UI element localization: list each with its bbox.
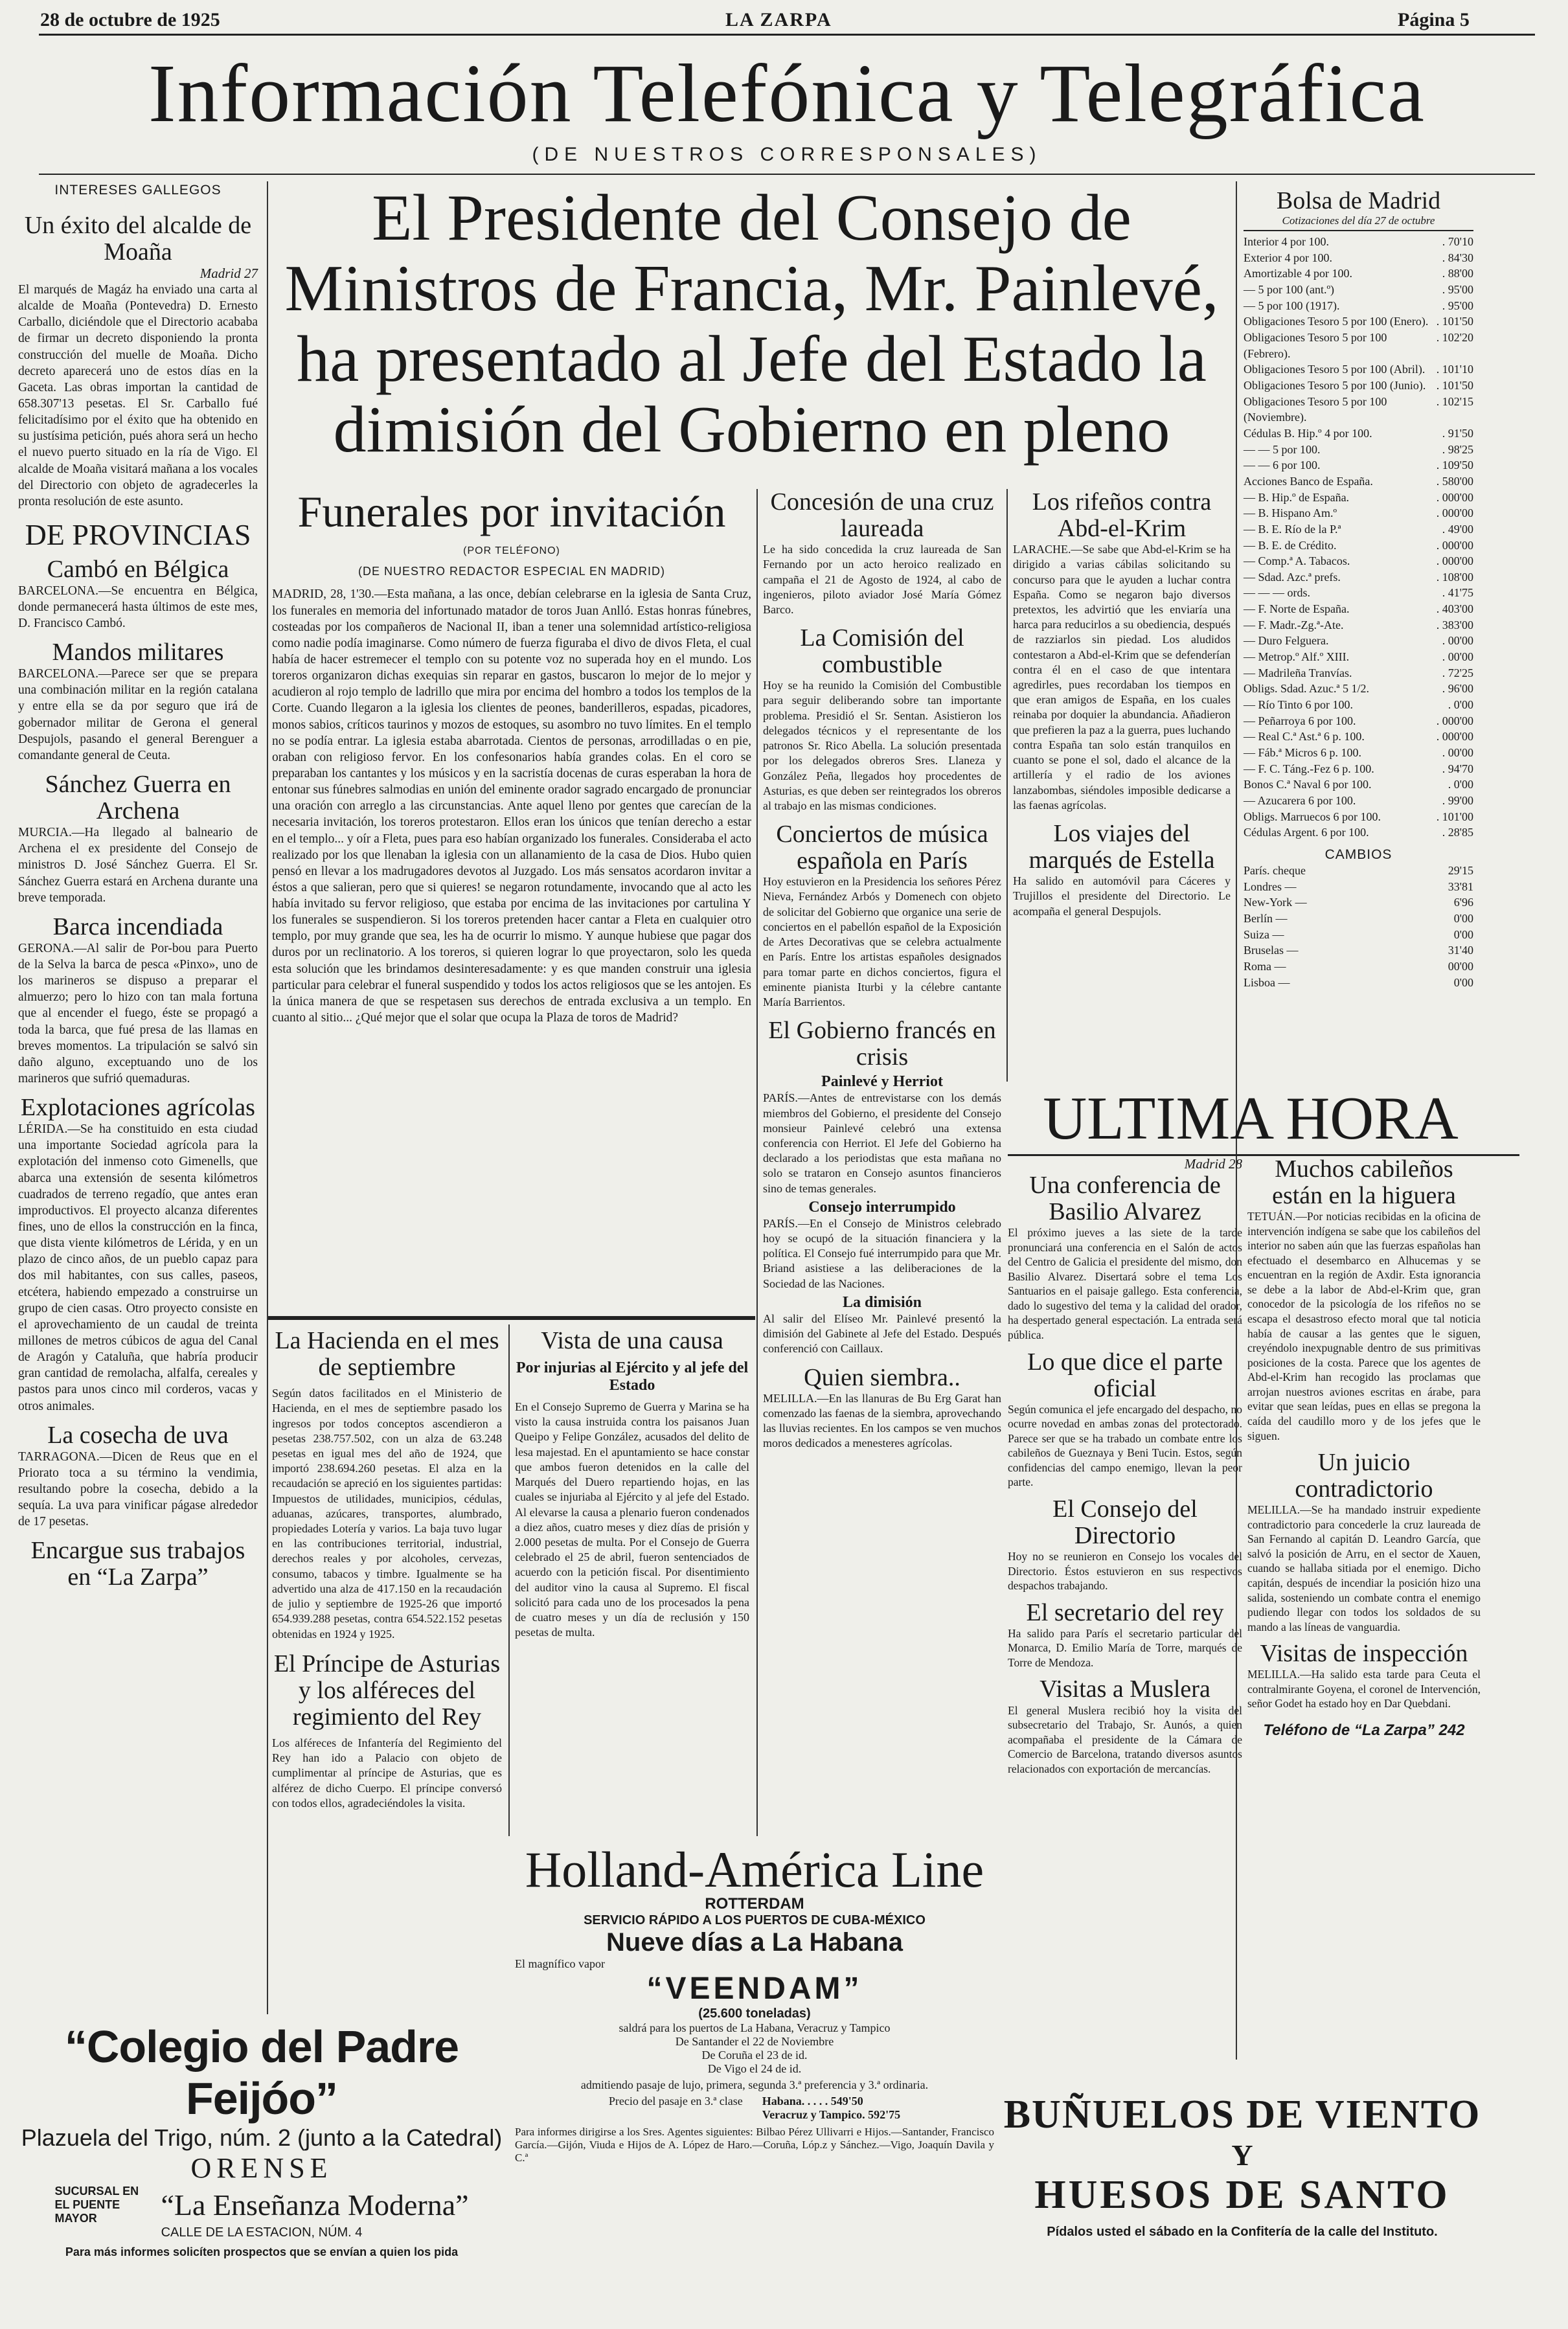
bolsa-row	[1244, 633, 1473, 649]
article-title: Cambó en Bélgica	[47, 555, 229, 583]
row-label: — B. Hispano Am.º	[1244, 506, 1337, 520]
row-value: . 403'00	[1436, 602, 1473, 616]
row-value: . 98'25	[1442, 442, 1473, 456]
row-label: Amortizable 4 por 100.	[1244, 267, 1352, 280]
ad-vapor-label: El magnífico vapor	[515, 1957, 605, 1970]
article-body: BARCELONA.—Parece ser que se prepara una combinación militar en la región catalana y entre ella se da por seguro que irá de gobernador militar de Gerona el general Despujols, pasando el general Berenguer a comandante general de Ceuta.	[18, 667, 258, 762]
column-divider	[267, 181, 268, 2014]
row-value: . 95'00	[1442, 299, 1473, 312]
ad-route: saldrá para los puertos de La Habana, Veracruz y Tampico	[619, 2021, 891, 2034]
row-label: Londres —	[1244, 880, 1297, 893]
bolsa-row	[1244, 745, 1473, 761]
article-title: La Comisión del combustible	[800, 624, 964, 679]
row-label: París. cheque	[1244, 863, 1306, 877]
article-subtitle: Painlevé y Herriot	[821, 1073, 943, 1091]
column-divider	[1006, 489, 1008, 1082]
row-label: Berlín —	[1244, 911, 1288, 925]
row-value: 0'00	[1453, 911, 1473, 925]
masthead-title: Información Telefónica y Telegráfica	[148, 47, 1426, 139]
bolsa-row	[1244, 282, 1473, 298]
bolsa-row	[1244, 649, 1473, 665]
row-value: . 96'00	[1442, 682, 1473, 696]
article-body: LARACHE.—Se sabe que Abd-el-Krim se ha dirigido a varias cábilas solicitando su concurso para que le ayuden a luchar contra España. Como se negaron bajo diversos pretextos, les advirtió que les enviaría una harca para reducirlos a su obediencia, después de razziarlos sin piedad. Los aludidos contestaron a Abd-el-Krim que se defenderían contra él en el caso de que intentara agredirles, pues recordaban los tiempos en que eran amigos de España, en los cuales reinaba por doquier la abundancia. Añadieron que prefieren la paz a la guerra, pues luchando contra España tan solo están tranquilos en cuanto se pone el sol, dado el alcance de la artillería y el radio de los aviones lanzabombas, siéndoles imposible dedicarse a las faenas agrícolas.	[1013, 543, 1231, 812]
row-label: — Madrileña Tranvías.	[1244, 666, 1352, 679]
bolsa-row	[1244, 553, 1473, 569]
ad-title: “Colegio del Padre Feijóo”	[64, 2021, 459, 2124]
section-title: DE PROVINCIAS	[25, 518, 251, 552]
cambios-rows	[1244, 863, 1473, 990]
bolsa-row	[1244, 457, 1473, 473]
issue-date: 28 de octubre de 1925	[40, 9, 220, 30]
row-value: . 0'00	[1448, 778, 1473, 791]
article-body: El próximo jueves a las siete de la tarde pronunciará una conferencia en el Salón de actos del Centro de Galicia el presidente del mismo, don Basilio Alvarez. Disertará sobre el tema Los Santuarios en el paisaje gallego. Esta conferencia, dado lo sugestivo del tema y la calidad del orador, ha despertado general espectación. La entrada será pública.	[1008, 1226, 1242, 1341]
row-label: Obligaciones Tesoro 5 por 100 (Junio).	[1244, 378, 1426, 392]
row-label: Interior 4 por 100.	[1244, 235, 1329, 249]
ad-line: Y	[1231, 2139, 1253, 2172]
row-label: Bruselas —	[1244, 944, 1299, 957]
bolsa-row	[1244, 234, 1473, 250]
article-body: MADRID, 28, 1'30.—Esta mañana, a las once, debían celebrarse en la iglesia de Santa Cruz, los funerales en memoria del infortunado matador de toros Juan Anlló. Estas honras fúnebres, costeadas por los compañeros de Nacional II, iban a tener una solemnidad artístico-religiosa como nadie podía imaginarse. Como número de fuerza figuraba el divo de divos Fleta, el cual había de hacer estremecer el templo con su potente voz no superada hoy en el mundo. Los toreros organizaron dichas exequias sin reparar en gastos, buscaron lo mejor de lo mejor y acudieron al rojo templo de ladrillo que mira por encima del hombro a todos los templos de la Corte. Cuando llegaron a la iglesia los clientes de peones, banderilleros, espadas, picadores, monos sabios, críticos taurinos y mozos de estoques, su asombro no tuvo límites. En el templo no se podía entrar. La iglesia estaba abarrotada. Cientos de personas, arrodilladas o en pie, oraban con religioso fervor. En los confesonarios había grandes colas. En el coro se preparaban los cantantes y los músicos y en la sacristía docenas de curas esperaban la hora de entonar sus fúnebres salmodias en unión del eminente orador sagrado encargado de pronunciar una oración con arreglo a las circunstancias. Ante aquel lleno por gentes que carecían de la necesaria invitación, los toreros protestaron. Ellos eran los únicos que tenían derecho a estar en el templo... y oír a Fleta, pues para eso habían organizado los funerales. Consideraba el acto realizado por los que llenaban la iglesia con un allanamiento de la casa de Dios. Hubo quien pensó en llevar a los madrugadores devotos al Juzgado. Los más sensatos acordaron invitar a éstos a que salieran, pero que si quieres! se negaron rotundamente, invocando que al acto les había invitado su fervor religioso, que estaba por encima de las invitaciones por cartulina Y los funerales se suspendieron. Si los toreros pretenden hacer cantar a Fleta en cualquier otro templo, por muy grande que sea, les ha de ocurrir lo mismo. Y aunque hubiese que pagar dos duros por un reclinatorio. A los toreros, si quieren lograr lo que proyectaron, solo les queda esta solución que les brindamos desinteresadamente: y es que manden construir una iglesia particular para celebrar el funeral suspendido y todos los actos religiosos que se les antojen. Es la única manera de que se respetasen sus derechos de entrada exclusiva a un templo. En cuanto al sitio... ¿Qué mejor que el solar que ocupa la Plaza de toros de Madrid?	[272, 587, 751, 1025]
article-subtitle: Consejo interrumpido	[808, 1198, 956, 1216]
cambio-row	[1244, 927, 1473, 943]
bolsa-row	[1244, 361, 1473, 378]
article-body: Los alféreces de Infantería del Regimiento del Rey han ido a Palacio con objeto de cumplimentar al príncipe de Asturias, que es alférez de dicho Cuerpo. El príncipe conversó con todos ellos, agradeciéndoles la visita.	[272, 1736, 502, 1810]
row-value: . 99'00	[1442, 794, 1473, 807]
promo-title: Encargue sus trabajos en “La Zarpa”	[30, 1537, 245, 1591]
article-subtitle: La dimisión	[842, 1293, 922, 1311]
row-label: — Fáb.ª Micros 6 p. 100.	[1244, 746, 1361, 760]
kicker: (POR TELÉFONO)	[463, 545, 560, 557]
ad-branch: SUCURSAL EN EL PUENTE MAYOR	[54, 2185, 139, 2225]
row-label: Exterior 4 por 100.	[1244, 251, 1332, 264]
bolsa-row	[1244, 473, 1473, 490]
article-body: BARCELONA.—Se encuentra en Bélgica, donde permanecerá hasta últimos de este mes, D. Francisco Cambó.	[18, 584, 258, 631]
schedule-row: De Santander el 22 de Noviembre	[675, 2035, 834, 2048]
article-body: Ha salido en automóvil para Cáceres y Trujillos el presidente del Directorio. Le acompaña el general Despujols.	[1013, 874, 1231, 918]
ad-days: Nueve días a La Habana	[606, 1928, 903, 1957]
article-title: Los viajes del marqués de Estella	[1028, 820, 1215, 874]
ad-address: Plazuela del Trigo, núm. 2 (junto a la Catedral)	[21, 2124, 503, 2151]
article-body: MELILLA.—Se ha mandado instruir expediente contradictorio para concederle la cruz laureada de San Fernando al capitán D. Leandro García, que salvó la posición de Arru, en el sector de Xauen, cuando se hallaba sitiada por el enemigo. Dicho capitán, después de incendiar la posición hizo una salida, sosteniendo un combate contra el enemigo pudiendo llegar con todos los soldados de su mando a las líneas de vanguardia.	[1247, 1503, 1481, 1633]
ad-agents: Para informes dirigirse a los Sres. Agentes siguientes: Bilbao Pérez Ullivarri e Hijos.—Santander, Francisco García.—Gijón, Viuda e Hijos de A. López de Haro.—Coruña, Lóp.z y Sánchez.—Vigo, Joaquín Davila y C.ª	[515, 2126, 994, 2164]
schedule-row: De Vigo el 24 de id.	[707, 2062, 802, 2075]
row-label: — Sdad. Azc.ª prefs.	[1244, 570, 1341, 584]
row-label: Suiza —	[1244, 927, 1284, 941]
ad-city: ROTTERDAM	[705, 1895, 804, 1913]
row-label: — F. Norte de España.	[1244, 602, 1350, 616]
row-label: Cédulas Argent. 6 por 100.	[1244, 826, 1369, 839]
row-value: . 00'00	[1442, 746, 1473, 760]
dateline: Madrid 28	[1184, 1156, 1242, 1172]
article-body: MELILLA.—Ha salido esta tarde para Ceuta el contralmirante Goyena, el coronel de Intervención, señor Godet ha estado hoy en Dar Quebdani.	[1247, 1668, 1481, 1710]
article-body: PARÍS.—Antes de entrevistarse con los demás miembros del Gobierno, el presidente del Consejo monsieur Painlevé celebró una extensa conferencia con Herriot. El Jefe del Gobierno ha declarado a los periodistas que esta mañana no solo se trataron en Consejo asuntos financieros sino de temas generales.	[763, 1091, 1001, 1195]
row-value: . 101'50	[1436, 315, 1473, 328]
article-vista-causa	[515, 1328, 749, 1641]
bolsa-row	[1244, 250, 1473, 266]
article-title: Vista de una causa	[541, 1327, 723, 1354]
bolsa-row	[1244, 442, 1473, 458]
row-label: — B. E. Río de la P.ª	[1244, 522, 1341, 536]
bolsa-row	[1244, 697, 1473, 713]
cambio-row	[1244, 942, 1473, 959]
article-body: Hoy estuvieron en la Presidencia los señores Pérez Nieva, Fernández Arbós y Domenech con objeto de solicitar del Gobierno que organice una serie de conciertos en el pabellón español de la Exposición de Artes Decorativas que se celebra actualmente en París. Entre los artistas españoles designados para tomar parte en dichos conciertos, figura el eminente pianista Iturbi y la célebre cantante María Barrientos.	[763, 875, 1001, 1008]
masthead-subtitle: (DE NUESTROS CORRESPONSALES)	[532, 144, 1042, 165]
ad-street: CALLE DE LA ESTACION, NÚM. 4	[161, 2225, 363, 2240]
article-title: Un éxito del alcalde de Moaña	[24, 212, 252, 266]
row-label: Roma —	[1244, 959, 1286, 973]
bolsa-table	[1244, 188, 1473, 990]
bolsa-row	[1244, 490, 1473, 506]
ad-holland	[515, 1841, 994, 2164]
bolsa-row	[1244, 394, 1473, 426]
bolsa-rule	[1244, 230, 1473, 231]
row-value: . 108'00	[1436, 570, 1473, 584]
bolsa-row	[1244, 809, 1473, 825]
ad-line: HUESOS DE SANTO	[1034, 2173, 1450, 2217]
row-value: . 000'00	[1436, 730, 1473, 744]
row-label: Lisboa —	[1244, 975, 1290, 989]
row-label: — B. E. de Crédito.	[1244, 538, 1337, 552]
cambio-row	[1244, 911, 1473, 927]
row-value: . 000'00	[1436, 506, 1473, 520]
main-headline: El Presidente del Consejo de Ministros de Francia, Mr. Painlevé, ha presentado al Jefe del Estado la dimisión del Gobierno en pleno	[284, 181, 1219, 467]
row-label: — Duro Felguera.	[1244, 634, 1329, 648]
ad-tons: (25.600 toneladas)	[698, 2006, 811, 2021]
bolsa-row	[1244, 298, 1473, 314]
article-body: En el Consejo Supremo de Guerra y Marina se ha visto la causa instruida contra los paisanos Juan Queipo y Felipe González, acusados del delito de lesa majestad. En el apuntamiento se hace constar que ambos fueron detenidos en la calle del Marqués del Duero repartiendo hojas, en las cuales se injuriaba al Ejército y al jefe del Estado. Al elevarse la causa a plenario fueron condenados a diez años, cuatro meses y diez días de prisión y 2.000 pesetas de multa. Por el Consejo de Guerra celebrado el 25 de abril, fueron sentenciados de acuerdo con la petición fiscal. Por disentimiento del auditor vino la causa al Supremo. El fiscal solicitó para cada uno de los procesados la pena de cuatro meses y un día de reclusión y 150 pesetas de multa.	[515, 1400, 749, 1639]
cambio-row	[1244, 863, 1473, 879]
bolsa-row	[1244, 313, 1473, 330]
bolsa-row	[1244, 378, 1473, 394]
cambio-row	[1244, 879, 1473, 895]
article-title: Muchos cabileños están en la higuera	[1272, 1155, 1456, 1210]
ad-bunuelos	[1003, 2092, 1482, 2240]
bolsa-row	[1244, 824, 1473, 841]
row-label: Obligaciones Tesoro 5 por 100 (Febrero).	[1244, 330, 1387, 360]
row-label: — B. Hip.º de España.	[1244, 490, 1350, 504]
article-title: El Gobierno francés en crisis	[768, 1017, 996, 1071]
column-divider	[508, 1324, 510, 1836]
bolsa-row	[1244, 793, 1473, 809]
ad-passage: admitiendo pasaje de lujo, primera, segunda 3.ª preferencia y 3.ª ordinaria.	[580, 2078, 929, 2091]
row-value: . 000'00	[1436, 538, 1473, 552]
row-label: — Río Tinto 6 por 100.	[1244, 698, 1354, 712]
row-value: . 000'00	[1436, 714, 1473, 727]
telefono: Teléfono de “La Zarpa” 242	[1263, 1721, 1465, 1739]
row-label: — Comp.ª A. Tabacos.	[1244, 554, 1350, 568]
ad-foot: Pídalos usted el sábado en la Confitería de la calle del Instituto.	[1047, 2225, 1438, 2239]
ultima-hora-right-column	[1247, 1156, 1481, 1740]
cambio-row	[1244, 894, 1473, 911]
row-label: Obligs. Sdad. Azuc.ª 5 1/2.	[1244, 682, 1369, 696]
bolsa-rows	[1244, 234, 1473, 841]
row-value: . 102'20	[1436, 330, 1473, 344]
bolsa-row	[1244, 681, 1473, 697]
bolsa-row	[1244, 585, 1473, 601]
bolsa-row	[1244, 761, 1473, 777]
article-title: Conciertos de música española en París	[776, 821, 988, 875]
row-label: Obligaciones Tesoro 5 por 100 (Enero).	[1244, 315, 1429, 328]
column-four	[1013, 489, 1231, 919]
separator	[268, 1316, 755, 1320]
ad-city: ORENSE	[190, 2152, 333, 2184]
bolsa-row	[1244, 426, 1473, 442]
ad-branch-name: “La Enseñanza Moderna”	[161, 2188, 469, 2221]
bolsa-subtitle: Cotizaciones del día 27 de octubre	[1282, 214, 1435, 227]
article-body: Ha salido para París el secretario particular del Monarca, D. Emilio María de Torre, marqués de Torre de Mendoza.	[1008, 1626, 1242, 1669]
kicker: INTERESES GALLEGOS	[54, 183, 222, 198]
bolsa-row	[1244, 521, 1473, 538]
row-label: — 5 por 100 (ant.º)	[1244, 283, 1335, 296]
row-label: — F. Madr.-Zg.ª-Ate.	[1244, 618, 1344, 631]
column-divider	[756, 489, 758, 1836]
row-label: — Real C.ª Ast.ª 6 p. 100.	[1244, 730, 1365, 744]
row-label: Bonos C.ª Naval 6 por 100.	[1244, 778, 1372, 791]
masthead-rule	[39, 174, 1535, 175]
row-label: Obligs. Marruecos 6 por 100.	[1244, 810, 1381, 823]
row-label: — 5 por 100 (1917).	[1244, 299, 1340, 312]
row-value: . 000'00	[1436, 490, 1473, 504]
row-value: . 102'15	[1436, 394, 1473, 408]
ultima-hora-title: ULTIMA HORA	[1043, 1085, 1459, 1152]
article-body: Hoy no se reunieron en Consejo los vocales del Directorio. Éstos estuvieron en sus respectivos despachos trabajando.	[1008, 1550, 1242, 1593]
row-label: — F. C. Táng.-Fez 6 p. 100.	[1244, 762, 1374, 775]
cambio-row	[1244, 975, 1473, 991]
article-title: Sánchez Guerra en Archena	[45, 771, 231, 825]
row-value: . 88'00	[1442, 267, 1473, 280]
article-body: Según comunica el jefe encargado del despacho, no ocurre novedad en ambas zonas del protectorado. Parece ser que se ha trabado un combate entre los cabileños de Gueznaya y Beni Tucin. Estos, según confidencias del campo enemigo, llevan la peor parte.	[1008, 1402, 1242, 1489]
bolsa-row	[1244, 601, 1473, 617]
article-title: Visitas de inspección	[1260, 1640, 1468, 1668]
bolsa-row	[1244, 713, 1473, 729]
ad-colegio	[18, 2021, 505, 2259]
article-title: Quien siembra..	[804, 1363, 960, 1391]
article-body: Le ha sido concedida la cruz laureada de San Fernando por un acto heroico realizado en campaña el 21 de Agosto de 1924, al cabo de ingenieros, piloto aviador José María Gómez Barco.	[763, 543, 1001, 616]
article-body: Hoy se ha reunido la Comisión del Combustible para seguir deliberando sobre tan importante problema. Presidió el Sr. Sentan. Asistieron los delegados técnicos y el representante de los patronos Sr. Rico Abella. La solución presentada por los delegados obreros Sres. Llaneza y González Peña, llegados hoy procedentes de Asturias, es que deben ser reintegrados los obreros al trabajo en las mismas condiciones.	[763, 679, 1001, 812]
column-three	[763, 489, 1001, 1451]
bolsa-row	[1244, 266, 1473, 282]
row-value: . 580'00	[1436, 474, 1473, 488]
row-value: . 00'00	[1442, 650, 1473, 664]
article-body: El marqués de Magáz ha enviado una carta al alcalde de Moaña (Pontevedra) D. Ernesto Carballo, diciéndole que el Directorio acababa de firmar un decreto disponiendo la pronta construcción del muelle de Moaña. Dicho decreto aparecerá uno de estos días en la Gaceta. Las obras importan la cantidad de 658.307'13 pesetas. El Sr. Carballo fué felicitadísimo por el éxito que ha obtenido en su justísima petición, pués ahora será un hecho el nuevo puerto situado en la ría de Vigo. El alcalde de Moaña visitará mañana a los vocales del Directorio con objeto de agradecerles la pronta resolución de este asunto.	[18, 283, 258, 508]
row-value: . 101'10	[1436, 363, 1473, 376]
row-value: . 72'25	[1442, 666, 1473, 679]
row-label: New-York —	[1244, 896, 1307, 909]
ad-service: SERVICIO RÁPIDO A LOS PUERTOS DE CUBA-MÉXICO	[584, 1913, 926, 1927]
article-body: GERONA.—Al salir de Por-bou para Puerto de la Selva la barca de pesca «Pinxo», uno de los marineros se dispuso a preparar el almuerzo; pero lo hizo con tan mala fortuna que al encender el fuego, éste se propagó a toda la barca, que fué presa de las llamas en breves momentos. La tripulación se salvó sin daño alguno, exceptuando uno de los marineros que sufrió quemaduras.	[18, 941, 258, 1085]
article-body: LÉRIDA.—Se ha constituido en esta ciudad una importante Sociedad agrícola para la explotación del inmenso coto Gimenells, que abarca una extensión de sesenta kilómetros cuadrados de terreno regadío, que antes eran improductivos. El proyecto alcanza diferentes fines, uno de ellos la construcción en la finca, que dista viente kilómetros de Lérida, y en un plazo de cinco años, de un pueblo capaz para dos mil habitantes, con sus calles, paseos, etcétera, habiendo empezado a construirse un grupo de cien casas. Otro proyecto consiste en el aprovechamiento de un caudal de treinta millones de metros cúbicos de agua del Canal de Aragón y Cataluña, que habría producir gran cantidad de remolacha, alfalfa, cereales y pastos para unos cinco mil corderos, vacas y otros animales.	[18, 1122, 258, 1413]
ad-price-veracruz: Veracruz y Tampico. 592'75	[762, 2108, 901, 2121]
row-value: . 84'30	[1442, 251, 1473, 264]
article-body: PARÍS.—En el Consejo de Ministros celebrado hoy se ocupó de la situación financiera y la política. El Consejo fué interrumpido para que Mr. Briand asistiese a las deliberaciones de la Sociedad de las Naciones.	[763, 1216, 1001, 1290]
article-title: Funerales por invitación	[297, 487, 726, 536]
article-title: Mandos militares	[52, 639, 224, 666]
bolsa-row	[1244, 617, 1473, 633]
row-value: . 41'75	[1442, 586, 1473, 600]
article-title: Un juicio contradictorio	[1295, 1449, 1433, 1503]
bolsa-title: Bolsa de Madrid	[1276, 187, 1441, 214]
paper-name: LA ZARPA	[725, 9, 832, 30]
article-title: Los rifeños contra Abd-el-Krim	[1032, 488, 1212, 543]
row-label: Obligaciones Tesoro 5 por 100 (Abril).	[1244, 363, 1426, 376]
bolsa-row	[1244, 505, 1473, 521]
row-label: — — 6 por 100.	[1244, 459, 1321, 472]
header-rule	[39, 34, 1535, 36]
ad-price-label: Precio del pasaje en 3.ª clase	[608, 2095, 743, 2107]
row-label: — Peñarroya 6 por 100.	[1244, 714, 1356, 727]
kicker: (DE NUESTRO REDACTOR ESPECIAL EN MADRID)	[358, 565, 666, 578]
schedule-row: De Coruña el 23 de id.	[701, 2049, 808, 2062]
row-value: . 109'50	[1436, 459, 1473, 472]
row-value: 33'81	[1448, 880, 1473, 893]
row-value: 00'00	[1448, 959, 1473, 973]
row-label: Obligaciones Tesoro 5 por 100 (Noviembre).	[1244, 394, 1387, 424]
row-value: . 0'00	[1448, 698, 1473, 712]
row-label: — — — ords.	[1244, 586, 1310, 600]
row-label: — Metrop.º Alf.º XIII.	[1244, 650, 1350, 664]
row-label: Acciones Banco de España.	[1244, 474, 1373, 488]
ultima-hora-column	[1008, 1156, 1242, 1776]
article-body: El general Muslera recibió hoy la visita del subsecretario del Trabajo, Sr. Aunós, a quien acompañaba el presidente de la Cámara de Comercio de Barcelona, tratando diversos asuntos relacionados con exportación de mercancías.	[1008, 1703, 1242, 1775]
article-hacienda	[272, 1328, 502, 1811]
row-value: . 000'00	[1436, 554, 1473, 568]
cambios-title: CAMBIOS	[1324, 846, 1392, 862]
article-body: TETUÁN.—Por noticias recibidas en la oficina de intervención indígena se sabe que los cabileños del interior no saben aún que las fuerzas españolas han efectuado el desembarco en Alhucemas y se encuentran en la región de Axdir. Esta ignorancia se debe a la labor de Abd-el-Krim que, gran conocedor de la psicología de los rifeños no se escapa el desastroso efecto moral que tal noticia había de causar a las gentes que le siguen, creyéndolo inexpugnable dentro de sus primitivas posiciones de la costa. Parece que los agentes de Abd-el-Krim han recogido las proclamas que arrojan nuestros aviones escritas en árabe, para evitar que sean leídas, pues en ellas se pregona la caída del caudillo moro y de los jefes que le siguen.	[1247, 1210, 1481, 1442]
article-title: Concesión de una cruz laureada	[770, 488, 994, 543]
article-title: El Príncipe de Asturias y los alféreces del regimiento del Rey	[273, 1650, 501, 1731]
row-value: . 91'50	[1442, 426, 1473, 440]
row-value: . 383'00	[1436, 618, 1473, 631]
row-label: — — 5 por 100.	[1244, 442, 1321, 456]
article-title: El secretario del rey	[1026, 1598, 1224, 1626]
bolsa-row	[1244, 538, 1473, 554]
bolsa-row	[1244, 729, 1473, 745]
article-funerales	[272, 489, 751, 1026]
article-title: Una conferencia de Basilio Alvarez	[1029, 1172, 1221, 1226]
ad-schedule	[515, 2035, 994, 2076]
row-value: 29'15	[1448, 863, 1473, 877]
article-body: MURCIA.—Ha llegado al balneario de Archena el ex presidente del Consejo de ministros D. José Sánchez Guerra. El Sr. Sánchez Guerra estará en Archena durante una breve temporada.	[18, 826, 258, 905]
bolsa-row	[1244, 330, 1473, 361]
article-body: Según datos facilitados en el Ministerio de Hacienda, en el mes de septiembre pasado los ingresos por todos conceptos ascendieron a pesetas 238.757.502, con un alza de 63.248 pesetas en igual mes del año de 1924, que importó 238.694.260 pesetas. El alza en la recaudación se apreció en los siguientes partidas: Impuestos de utilidades, municipios, cédulas, aduanas, azúcares, transportes, alumbrado, propiedades Lotería y varios. La baja tuvo lugar en las contribuciones territorial, industrial, derechos reales y por alcoholes, cervezas, consumo, tabacos y timbre. Igualmente se ha advertido una alza de 417.150 en la recaudación de julio y septiembre de 1925-26 que importó 654.939.288 pesetas, contra 654.522.152 pesetas obtenidas en 1924 y 1925.	[272, 1387, 502, 1641]
row-value: . 95'00	[1442, 283, 1473, 296]
row-value: . 94'70	[1442, 762, 1473, 775]
article-body: MELILLA.—En las llanuras de Bu Erg Garat han comenzado las faenas de la siembra, aprovechando las lluvias recientes. En los campos se ven muchos moros dedicados a menesteres agrícolas.	[763, 1391, 1001, 1450]
article-title: La Hacienda en el mes de septiembre	[275, 1327, 499, 1381]
page-number: Página 5	[1398, 9, 1470, 30]
bolsa-row	[1244, 777, 1473, 793]
row-value: . 00'00	[1442, 634, 1473, 648]
article-title: Barca incendiada	[52, 913, 223, 940]
ad-foot: Para más informes solicíten prospectos que se envían a quien los pida	[65, 2245, 459, 2258]
column-intereses-gallegos	[18, 183, 258, 1591]
cambio-row	[1244, 959, 1473, 975]
dateline: Madrid 27	[199, 266, 258, 282]
row-value: 0'00	[1453, 927, 1473, 941]
article-title: El Consejo del Directorio	[1052, 1495, 1198, 1550]
ad-title: Holland-América Line	[525, 1841, 984, 1898]
row-value: . 101'00	[1436, 810, 1473, 823]
row-value: 6'96	[1453, 896, 1473, 909]
ad-vapor: “VEENDAM”	[646, 1971, 863, 2006]
row-value: 0'00	[1453, 975, 1473, 989]
article-body: TARRAGONA.—Dicen de Reus que en el Priorato toca a su término la vendimia, resultando pobre la cosecha, debido a la sequía. La uva para vinificar págase alrededor de 17 pesetas.	[18, 1449, 258, 1529]
article-body: Al salir del Elíseo Mr. Painlevé presentó la dimisión del Gabinete al Jefe del Estado. Después conferenció con Caillaux.	[763, 1312, 1001, 1356]
article-title: Lo que dice el parte oficial	[1027, 1348, 1223, 1402]
ad-line: BUÑUELOS DE VIENTO	[1003, 2093, 1481, 2137]
bolsa-row	[1244, 665, 1473, 681]
bolsa-row	[1244, 569, 1473, 585]
row-value: . 49'00	[1442, 522, 1473, 536]
ad-price-habana: Habana. . . . . 549'50	[762, 2095, 863, 2107]
article-title: La cosecha de uva	[47, 1421, 229, 1449]
row-label: — Azucarera 6 por 100.	[1244, 794, 1356, 807]
row-value: . 70'10	[1442, 235, 1473, 249]
row-value: . 28'85	[1442, 826, 1473, 839]
article-title: Explotaciones agrícolas	[21, 1094, 255, 1122]
article-subtitle: Por injurias al Ejército y al jefe del Estado	[516, 1359, 749, 1394]
article-title: Visitas a Muslera	[1040, 1676, 1210, 1703]
row-value: . 101'50	[1436, 378, 1473, 392]
row-label: Cédulas B. Hip.º 4 por 100.	[1244, 426, 1372, 440]
row-value: 31'40	[1448, 944, 1473, 957]
